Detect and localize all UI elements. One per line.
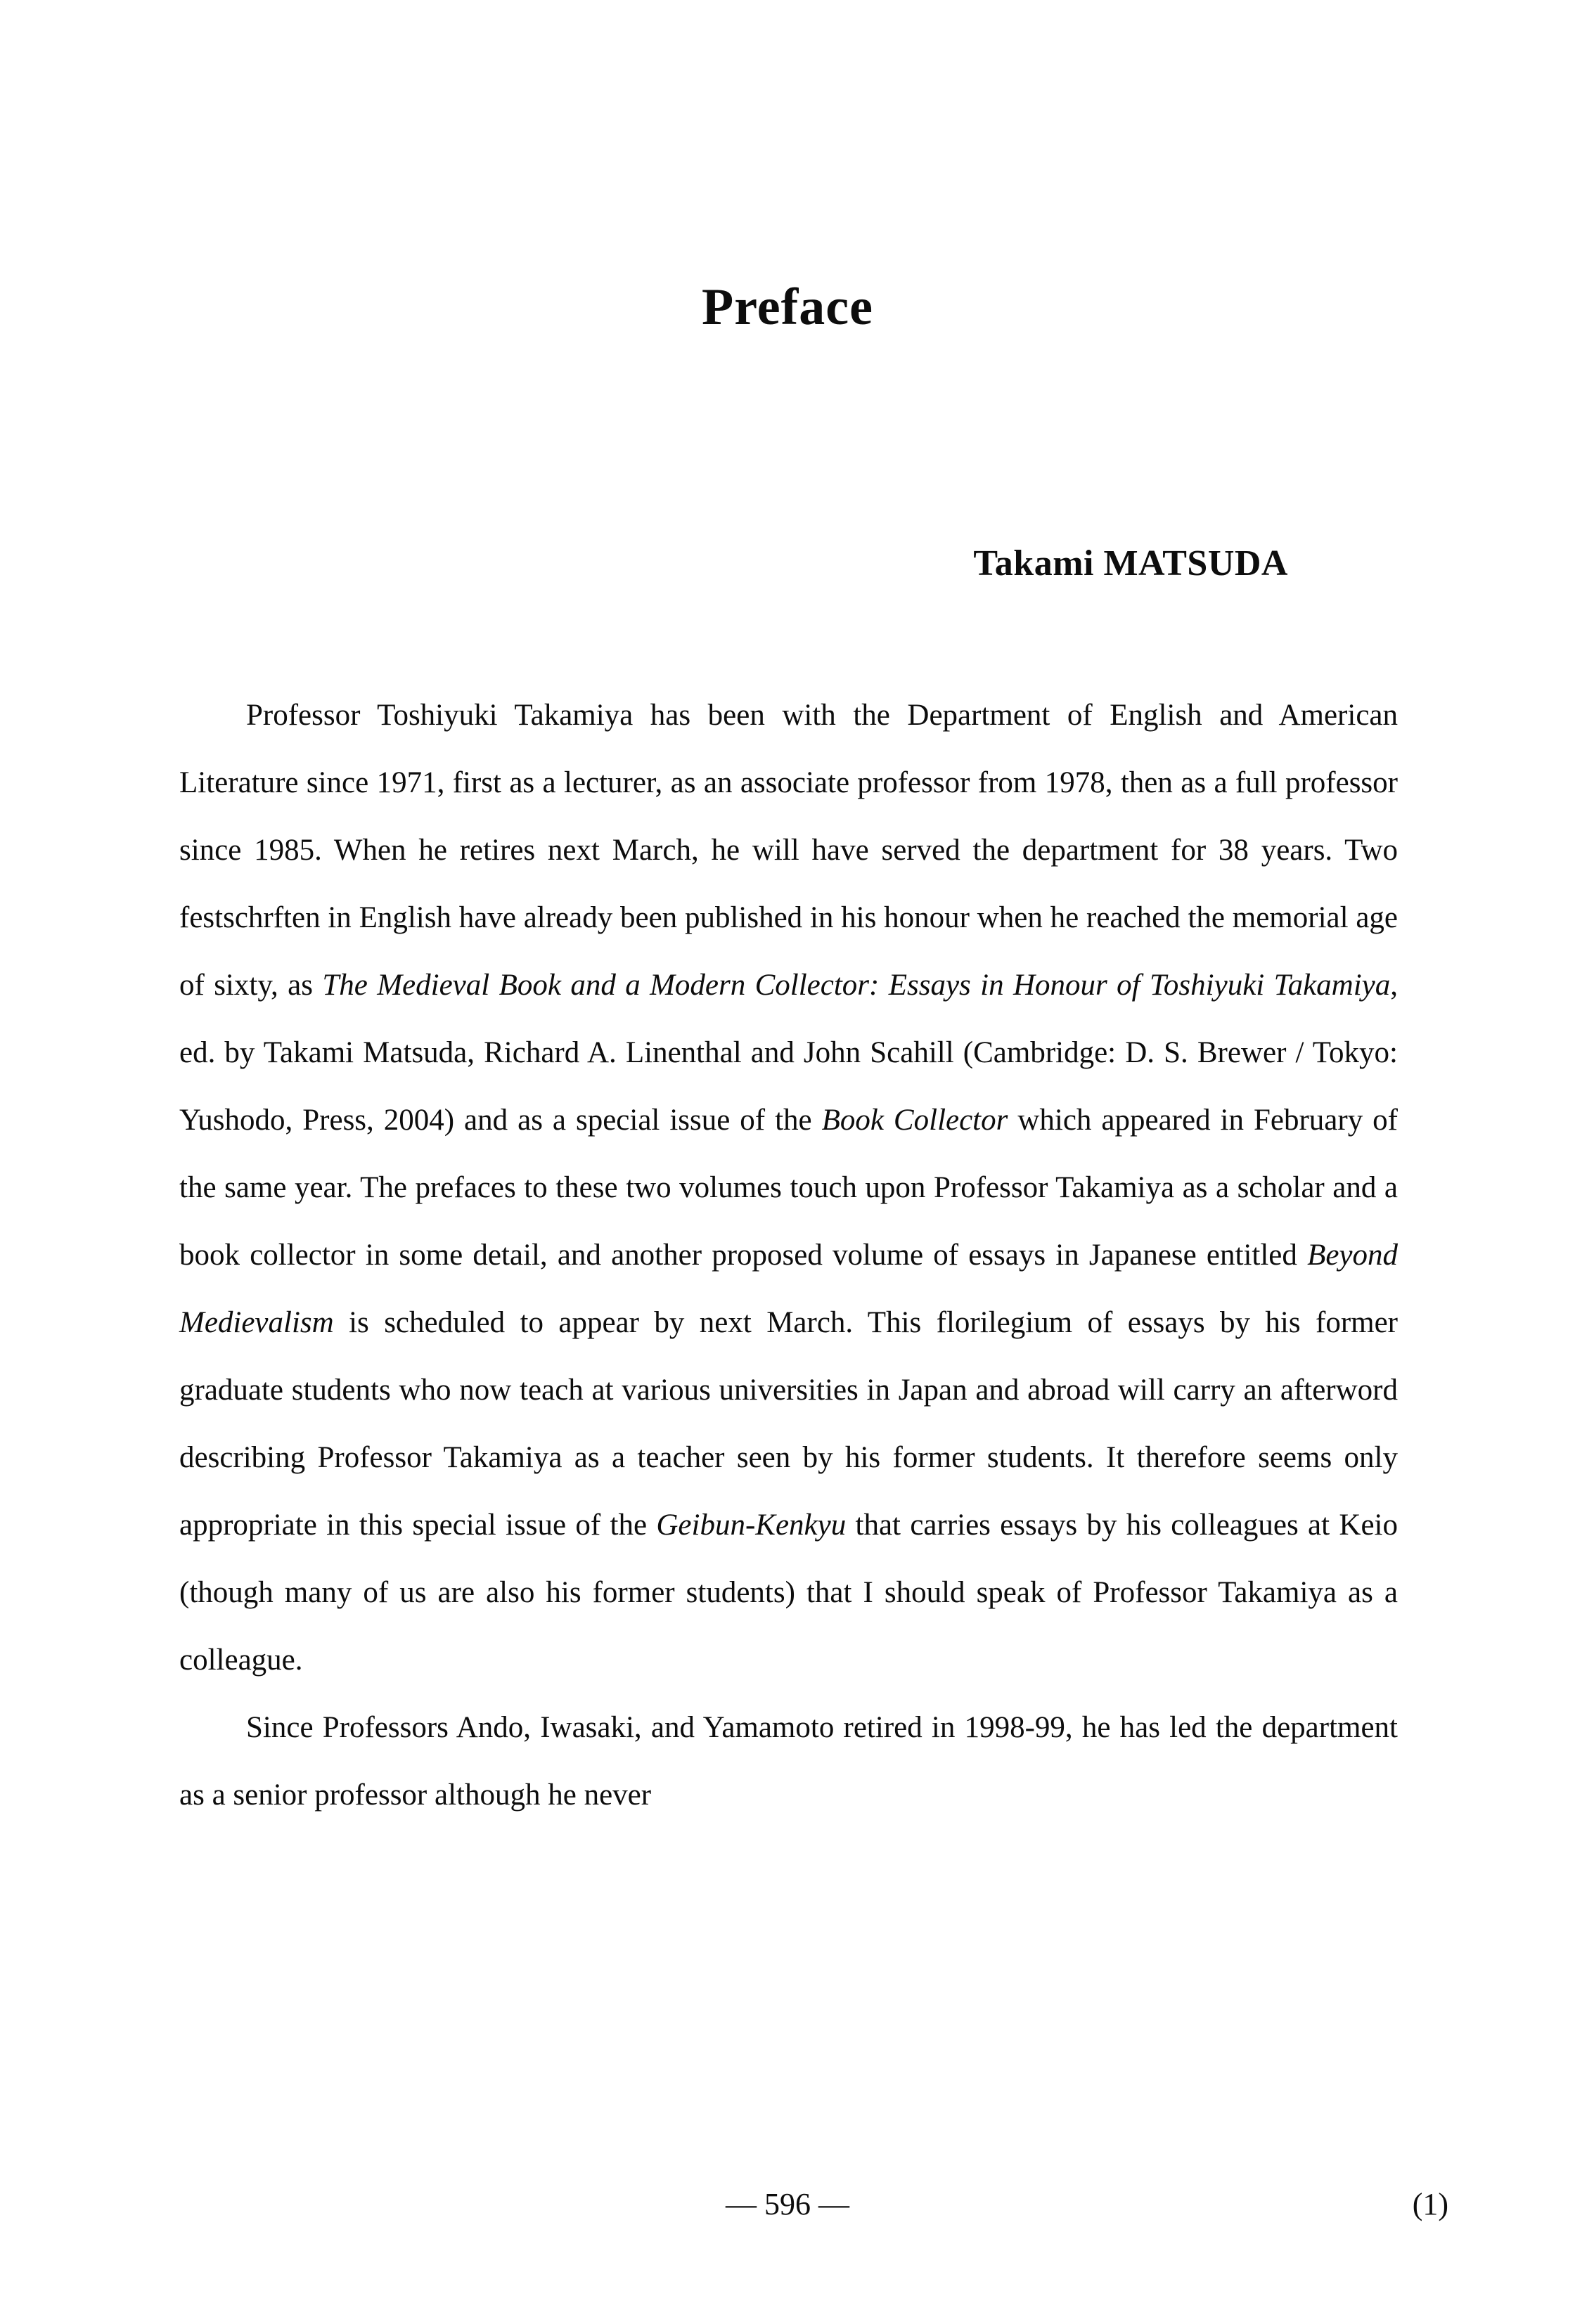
paragraph-1: Professor Toshiyuki Takamiya has been with the Department of English and American Literature since 1971, first as a lecturer, as an associate professor from 1978, then as a full professor since 1985. When he retires next March, he will have served the department for 38 years. Two festschrften in English have already been published in his honour when he reached the memorial age of sixty, as The Medieval Book and a Modern Collector: Essays in Honour of Toshiyuki Takamiya, ed. by Takami Matsuda, Richard A. Linenthal and John Scahill (Cambridge: D. S. Brewer / Tokyo: Yushodo, Press, 2004) and as a special issue of the Book Collector which appeared in February of the same year. The prefaces to these two volumes touch upon Professor Takamiya as a scholar and a book collector in some detail, and another proposed volume of essays in Japanese entitled Beyond Medievalism is scheduled to appear by next March. This florilegium of essays by his former graduate students who now teach at various universities in Japan and abroad will carry an afterword describing Professor Takamiya as a teacher seen by his former students. It therefore seems only appropriate in this special issue of the Geibun-Kenkyu that carries essays by his colleagues at Keio (though many of us are also his former students) that I should speak of Professor Takamiya as a colleague.: [179, 699, 1398, 1677]
body-text: [179, 682, 1398, 1829]
page-number-center: — 596 —: [726, 2187, 849, 2221]
paragraph-2: Since Professors Ando, Iwasaki, and Yamamoto retired in 1998-99, he has led the department as a senior professor although he never: [179, 1711, 1398, 1812]
author-name: Takami MATSUDA: [973, 543, 1288, 583]
page-title: Preface: [702, 278, 873, 336]
page-number-right: (1): [1412, 2187, 1448, 2221]
page-footer: [0, 2186, 1575, 2235]
